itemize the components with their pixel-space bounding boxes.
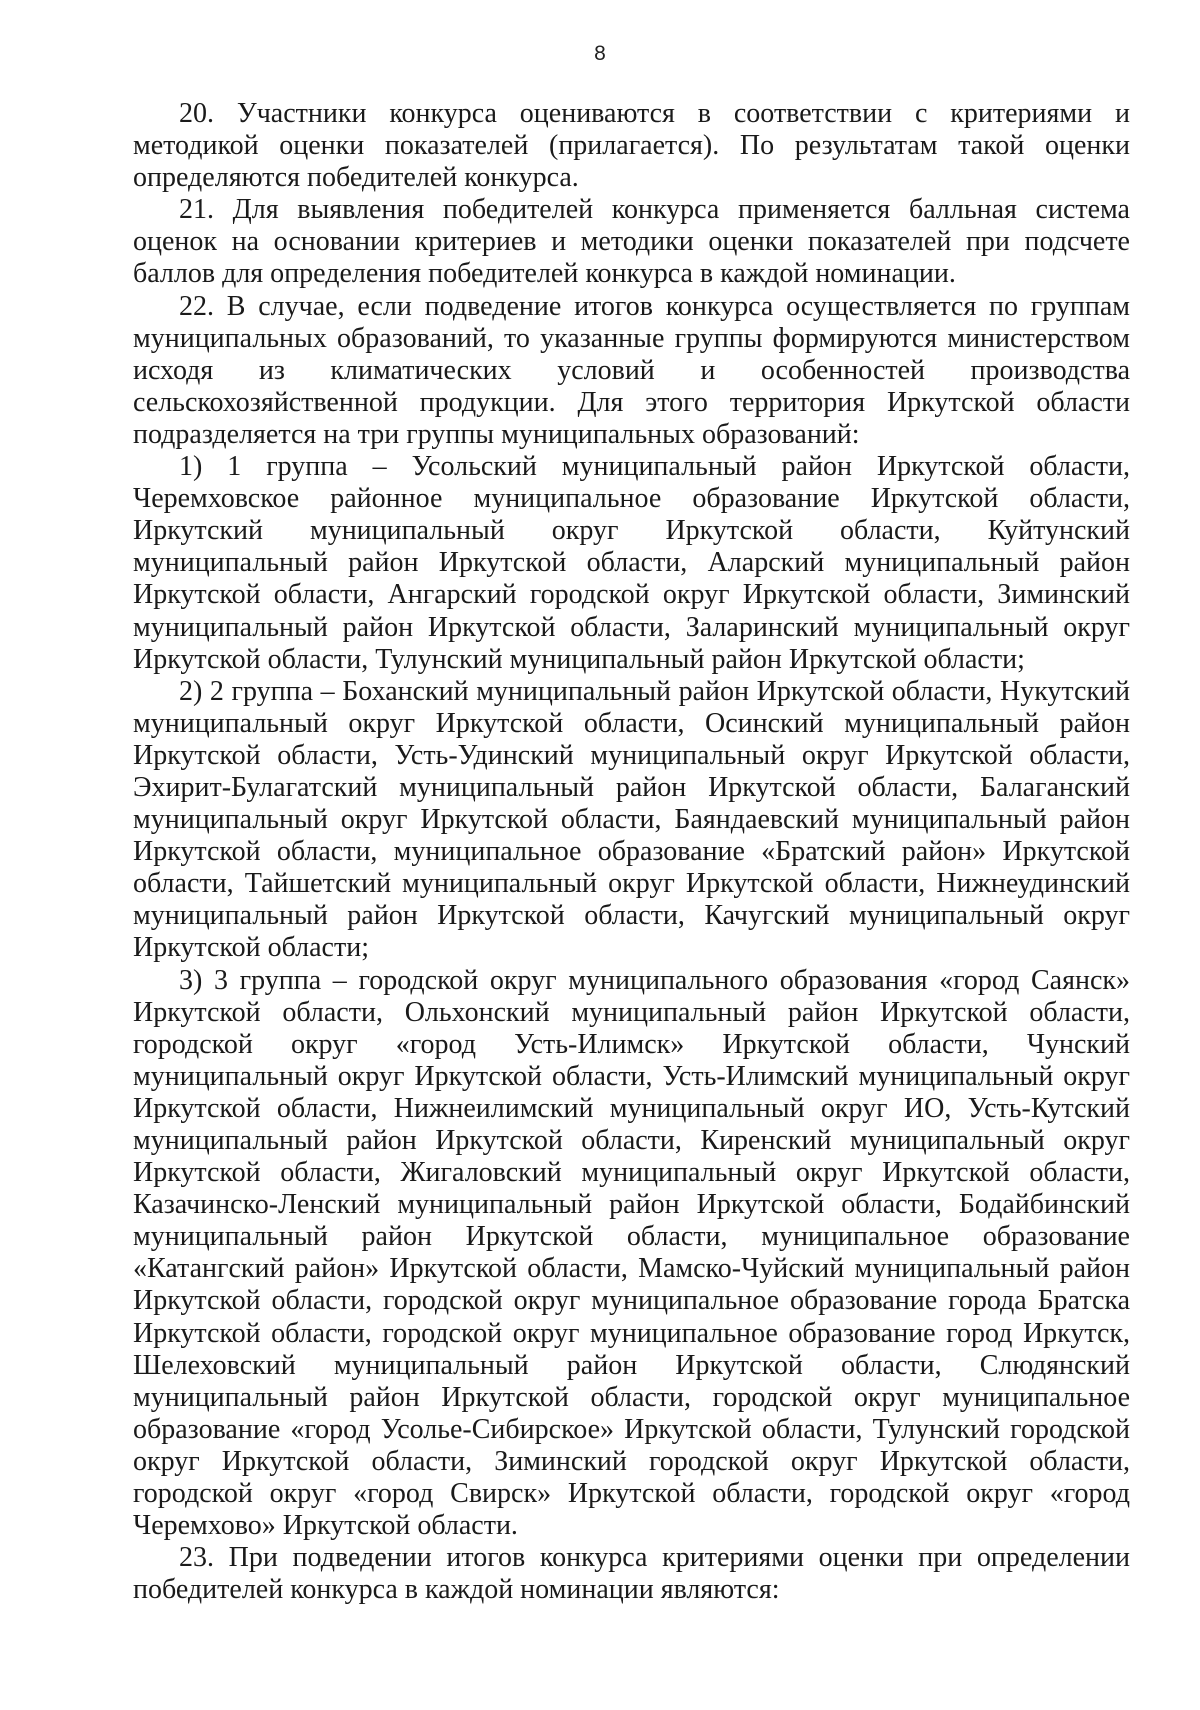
group-1-list-item: 1) 1 группа – Усольский муниципальный район Иркутской области, Черемховское районное муниципальное образование Иркутской области, Иркутский муниципальный округ Иркутской области, Куйтунский муниципальный район Иркутской области, Аларский муниципальный район Иркутской области, Ангарский городской округ Иркутской области, Зиминский муниципальный район Иркутской области, Заларинский муниципальный округ Иркутской области, Тулунский муниципальный район Иркутской области; — [133, 451, 1130, 675]
paragraph-21: 21. Для выявления победителей конкурса применяется балльная система оценок на основании критериев и методики оценки показателей при подсчете баллов для определения победителей конкурса в каждой номинации. — [133, 194, 1130, 290]
document-body — [133, 98, 1130, 1606]
page-number: 8 — [594, 42, 606, 65]
paragraph-23: 23. При подведении итогов конкурса критериями оценки при определении победителей конкурса в каждой номинации являются: — [133, 1542, 1130, 1606]
group-3-list-item: 3) 3 группа – городской округ муниципального образования «город Саянск» Иркутской области, Ольхонский муниципальный район Иркутской области, городской округ «город Усть-Илимск» Иркутской области, Чунский муниципальный округ Иркутской области, Усть-Илимский муниципальный округ Иркутской области, Нижнеилимский муниципальный округ ИО, Усть-Кутский муниципальный район Иркутской области, Киренский муниципальный округ Иркутской области, Жигаловский муниципальный округ Иркутской области, Казачинско-Ленский муниципальный район Иркутской области, Бодайбинский муниципальный район Иркутской области, муниципальное образование «Катангский район» Иркутской области, Мамско-Чуйский муниципальный район Иркутской области, городской округ муниципальное образование города Братска Иркутской области, городской округ муниципальное образование город Иркутск, Шелеховский муниципальный район Иркутской области, Слюдянский муниципальный район Иркутской области, городской округ муниципальное образование «город Усолье-Сибирское» Иркутской области, Тулунский городской округ Иркутской области, Зиминский городской округ Иркутской области, городской округ «город Свирск» Иркутской области, городской округ «город Черемхово» Иркутской области. — [133, 964, 1130, 1542]
paragraph-20: 20. Участники конкурса оцениваются в соответствии с критериями и методикой оценки показателей (прилагается). По результатам такой оценки определяются победителей конкурса. — [133, 98, 1130, 194]
paragraph-22: 22. В случае, если подведение итогов конкурса осуществляется по группам муниципальных образований, то указанные группы формируются министерством исходя из климатических условий и особенностей производства сельскохозяйственной продукции. Для этого территория Иркутской области подразделяется на три группы муниципальных образований: — [133, 290, 1130, 450]
group-2-list-item: 2) 2 группа – Боханский муниципальный район Иркутской области, Нукутский муниципальный округ Иркутской области, Осинский муниципальный район Иркутской области, Усть-Удинский муниципальный округ Иркутской области, Эхирит-Булагатский муниципальный район Иркутской области, Балаганский муниципальный округ Иркутской области, Баяндаевский муниципальный район Иркутской области, муниципальное образование «Братский район» Иркутской области, Тайшетский муниципальный округ Иркутской области, Нижнеудинский муниципальный район Иркутской области, Качугский муниципальный округ Иркутской области; — [133, 675, 1130, 964]
